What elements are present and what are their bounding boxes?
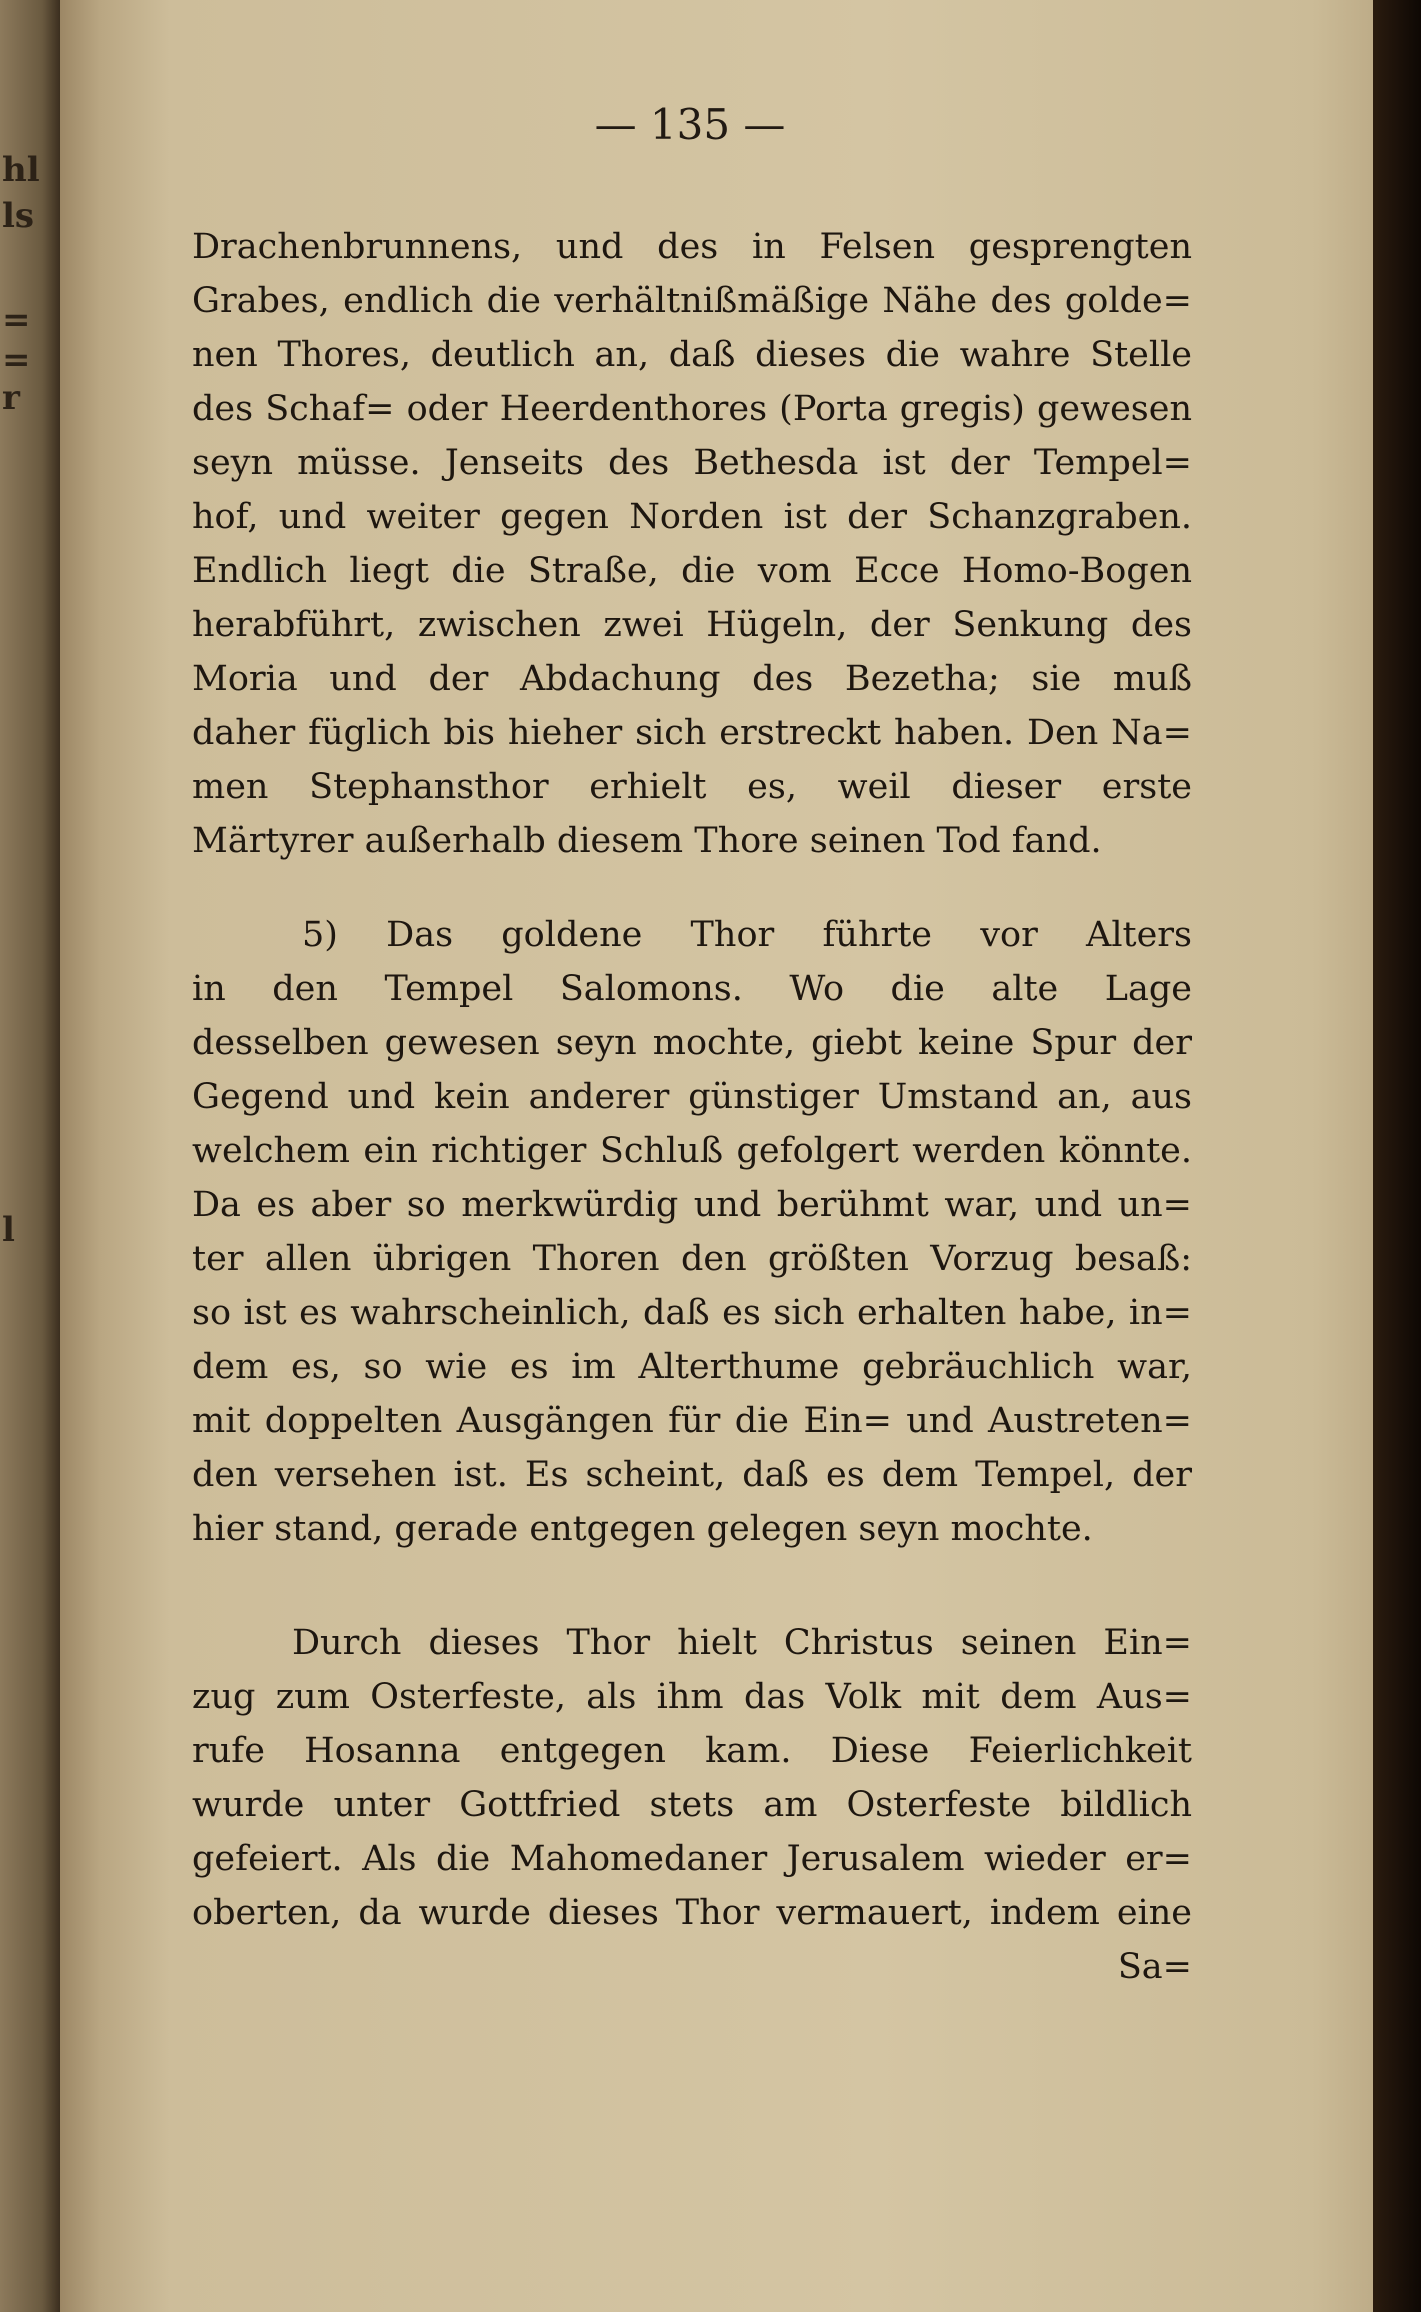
text-line: Durch dieses Thor hielt Christus seinen Ein= — [292, 1623, 1192, 1663]
text-line: in den Tempel Salomons. Wo die alte Lage — [192, 969, 1192, 1009]
text-line: hof, und weiter gegen Norden ist der Schanzgraben. — [192, 497, 1192, 537]
catchword: Sa= — [1117, 1947, 1192, 1987]
facing-page-edge — [0, 0, 60, 2312]
page-text — [192, 220, 1192, 1994]
text-line: den versehen ist. Es scheint, daß es dem Tempel, der — [192, 1455, 1192, 1495]
text-line: rufe Hosanna entgegen kam. Diese Feierlichkeit — [192, 1731, 1192, 1771]
text-line: Drachenbrunnens, und des in Felsen gesprengten — [192, 227, 1192, 267]
facing-fragment: = — [2, 340, 31, 380]
text-line: dem es, so wie es im Alterthume gebräuchlich war, — [192, 1347, 1192, 1387]
text-line: mit doppelten Ausgängen für die Ein= und Austreten= — [192, 1401, 1192, 1441]
text-line: Moria und der Abdachung des Bezetha; sie muß — [192, 659, 1192, 699]
facing-fragment: hl — [2, 150, 40, 190]
paragraph — [192, 1616, 1192, 1940]
text-line: Grabes, endlich die verhältnißmäßige Nähe des golde= — [192, 281, 1192, 321]
text-line: des Schaf= oder Heerdenthores (Porta gregis) gewesen — [192, 389, 1192, 429]
text-line: Da es aber so merkwürdig und berühmt war, und un= — [192, 1185, 1192, 1225]
facing-fragment: r — [2, 378, 20, 418]
paragraph — [192, 220, 1192, 868]
text-line: nen Thores, deutlich an, daß dieses die wahre Stelle — [192, 335, 1192, 375]
text-line: gefeiert. Als die Mahomedaner Jerusalem wieder er= — [192, 1839, 1192, 1879]
text-line: 5) Das goldene Thor führte vor Alters — [302, 915, 1192, 955]
text-line: Gegend und kein anderer günstiger Umstand an, aus — [192, 1077, 1192, 1117]
text-line: desselben gewesen seyn mochte, giebt keine Spur der — [192, 1023, 1192, 1063]
facing-fragment: l — [2, 1210, 15, 1250]
text-line: men Stephansthor erhielt es, weil dieser erste — [192, 767, 1192, 807]
paragraph — [192, 908, 1192, 1556]
text-line: wurde unter Gottfried stets am Osterfeste bildlich — [192, 1785, 1192, 1825]
page-number: — 135 — — [594, 100, 786, 149]
text-line: ter allen übrigen Thoren den größten Vorzug besaß: — [192, 1239, 1192, 1279]
text-line: welchem ein richtiger Schluß gefolgert werden könnte. — [192, 1131, 1192, 1171]
text-line: zug zum Osterfeste, als ihm das Volk mit dem Aus= — [192, 1677, 1192, 1717]
text-line: Endlich liegt die Straße, die vom Ecce Homo-Bogen — [192, 551, 1192, 591]
text-line: hier stand, gerade entgegen gelegen seyn mochte. — [192, 1509, 1093, 1549]
facing-fragment: = — [2, 300, 31, 340]
text-line: Märtyrer außerhalb diesem Thore seinen Tod fand. — [192, 821, 1102, 861]
text-line: seyn müsse. Jenseits des Bethesda ist der Tempel= — [192, 443, 1192, 483]
text-line: daher füglich bis hieher sich erstreckt haben. Den Na= — [192, 713, 1192, 753]
page-edge-shadow — [1373, 0, 1421, 2312]
text-line: oberten, da wurde dieses Thor vermauert, indem eine — [192, 1893, 1192, 1933]
text-line: herabführt, zwischen zwei Hügeln, der Senkung des — [192, 605, 1192, 645]
text-line: so ist es wahrscheinlich, daß es sich erhalten habe, in= — [192, 1293, 1192, 1333]
facing-fragment: ls — [2, 196, 35, 236]
